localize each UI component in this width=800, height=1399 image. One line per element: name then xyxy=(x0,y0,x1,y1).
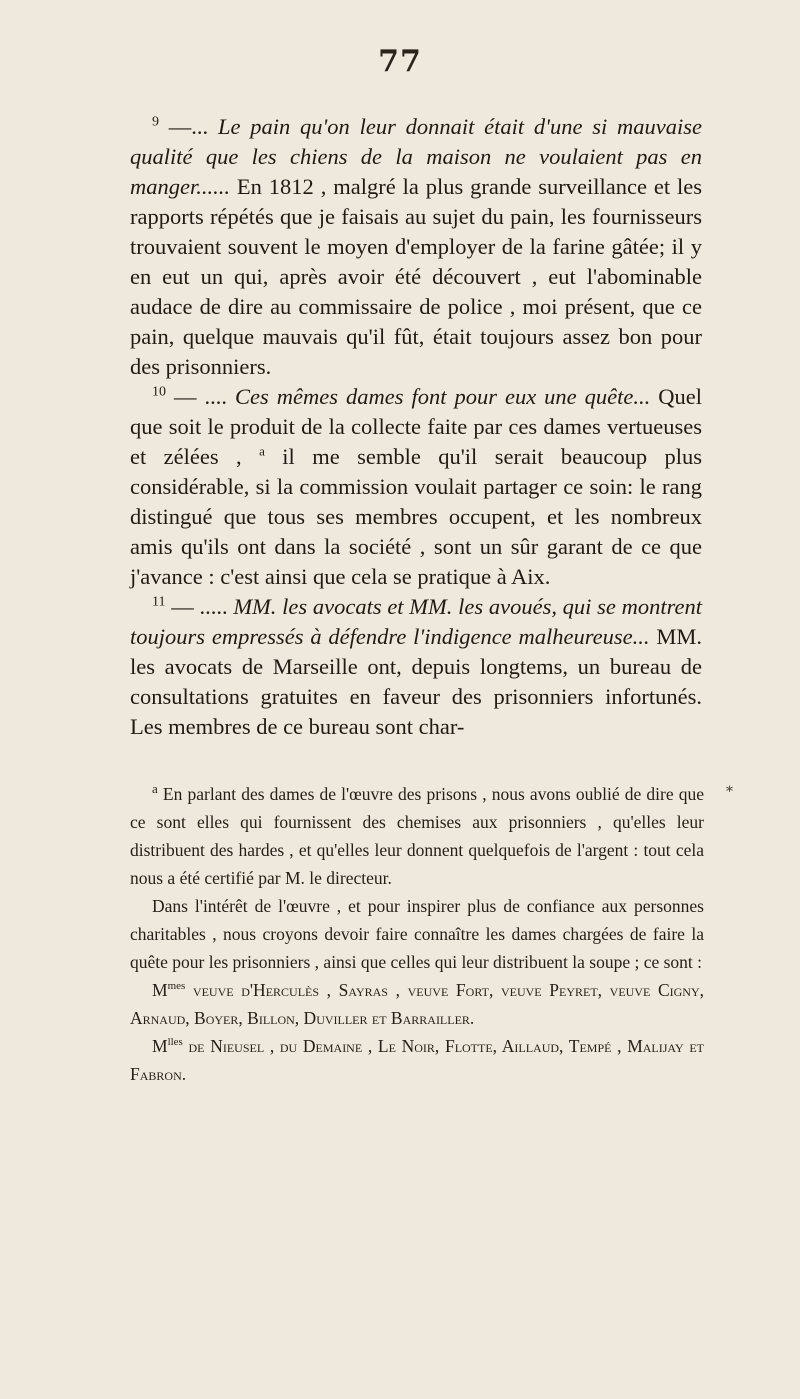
margin-mark: * xyxy=(726,784,733,800)
footnote-list-mesdames xyxy=(130,976,704,1032)
title-abbrev: M xyxy=(152,1036,168,1056)
paragraph-text: MM. les avocats de Marseille ont, depuis longtems, un bureau de consultations gratuites en faveur des prisonniers infortunés. Les membres de ce bureau sont char- xyxy=(130,624,702,739)
page-number: 77 xyxy=(378,44,422,79)
note-number: 11 xyxy=(152,594,166,610)
footnote-text: En parlant des dames de l'œuvre des prisons , nous avons oublié de dire que ce sont elles qui fournissent des chemises aux prisonniers , qu'elles leur distribuent des hardes , et qu'elles leur donnent quelquefois de l'argent : tout cela nous a été certifié par M. le directeur. xyxy=(130,784,704,888)
note-dash: —... xyxy=(168,114,209,139)
paragraph-text: il me semble qu'il serait beaucoup plus considérable, si la commission voulait partager ce soin: le rang distingué que tous ses membres occupent, et les nombreux amis qu'ils ont dans la société , sont un sûr garant de ce que j'avance : c'est ainsi que cela se pratique à Aix. xyxy=(130,444,702,589)
names-list: veuve d'Herculès , Sayras , veuve Fort, veuve Peyret, veuve Cigny, Arnaud, Boyer, Billon, Duviller et Barrailler. xyxy=(130,980,704,1028)
note-dash: — ..... xyxy=(171,594,228,619)
note-number: 9 xyxy=(152,114,159,130)
title-abbrev: M xyxy=(152,980,168,1000)
paragraph-note-10 xyxy=(130,382,702,592)
footnote-marker: a xyxy=(152,781,158,797)
paragraph-text: En 1812 , malgré la plus grande surveillance et les rapports répétés que je faisais au sujet du pain, les fournisseurs trouvaient souvent le moyen d'employer de la farine gâtée; il y en eut un qui, après avoir été découvert , eut l'abominable audace de dire au commissaire de police , moi présent, que ce pain, quelque mauvais qu'il fût, était toujours assez bon pour des prisonniers. xyxy=(130,174,702,379)
footnote-reference: a xyxy=(259,443,265,459)
footnote-list-mesdemoiselles xyxy=(130,1032,704,1088)
footnote-a xyxy=(130,780,704,892)
paragraph-note-9 xyxy=(130,112,702,382)
title-superscript: lles xyxy=(167,1036,183,1049)
paragraph-text: Quel que soit le produit de la collecte faite par ces dames vertueuses et zélées , xyxy=(130,384,702,469)
footnotes xyxy=(130,780,704,1088)
quoted-phrase: Le pain qu'on leur donnait était d'une si mauvaise qualité que les chiens de la maison ne voulaient pas en manger...... xyxy=(130,114,702,199)
title-superscript: mes xyxy=(167,980,186,993)
paragraph-note-11 xyxy=(130,592,702,742)
note-dash: — .... xyxy=(174,384,227,409)
quoted-phrase: MM. les avocats et MM. les avoués, qui se montrent toujours empressés à défendre l'indigence malheureuse... xyxy=(130,594,703,649)
quoted-phrase: Ces mêmes dames font pour eux une quête... xyxy=(235,384,651,409)
main-text xyxy=(130,112,702,742)
names-list: de Nieusel , du Demaine , Le Noir, Flotte, Aillaud, Tempé , Malijay et Fabron. xyxy=(130,1036,704,1084)
footnote-paragraph: Dans l'intérêt de l'œuvre , et pour inspirer plus de confiance aux personnes charitables , nous croyons devoir faire connaître les dames chargées de faire la quête pour les prisonniers , ainsi que celles qui leur distribuent la soupe ; ce sont : xyxy=(130,896,704,972)
note-number: 10 xyxy=(152,384,166,400)
